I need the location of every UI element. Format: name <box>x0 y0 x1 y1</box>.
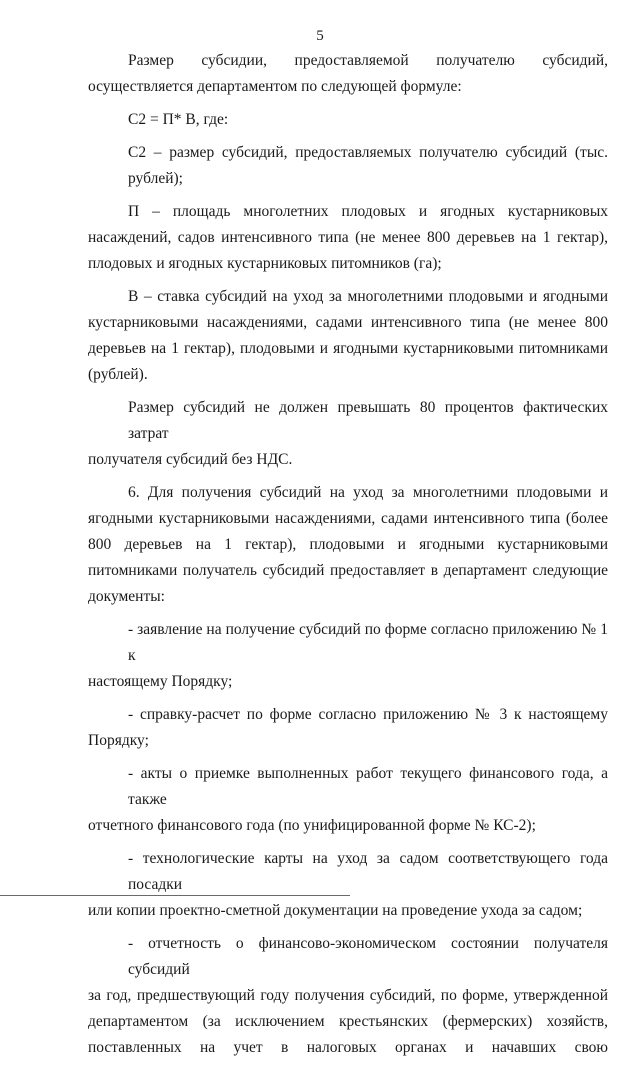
text-line: кустарниковыми насаждениями, садами интенсивного типа (не менее 800 <box>88 314 608 331</box>
paragraph <box>88 48 608 100</box>
text-line: Размер субсидий не должен превышать 80 процентов фактических затрат <box>128 399 608 442</box>
paragraph <box>88 702 608 754</box>
text-line: ягодными кустарниковыми насаждениями, садами интенсивного типа (более <box>88 510 608 527</box>
text-line: настоящему Порядку; <box>88 673 233 690</box>
paragraph <box>88 761 608 839</box>
text-line: питомниками получатель субсидий предоставляет в департамент следующие <box>88 562 608 579</box>
page-number: 5 <box>316 28 324 44</box>
text-line: 800 деревьев на 1 гектар), плодовыми и ягодными кустарниковыми <box>88 536 608 553</box>
text-line: плодовых и ягодных кустарниковых питомников (га); <box>88 255 442 272</box>
text-line: Размер субсидии, предоставляемой получателю субсидий, <box>128 52 608 69</box>
text-line: или копии проектно-сметной документации на проведение ухода за садом; <box>88 902 583 919</box>
text-line: Порядку; <box>88 732 149 749</box>
paragraph <box>88 617 608 695</box>
paragraph <box>88 480 608 610</box>
text-line: - технологические карты на уход за садом соответствующего года посадки <box>128 850 608 893</box>
paragraph <box>88 846 608 924</box>
text-line: насаждений, садов интенсивного типа (не менее 800 деревьев на 1 гектар), <box>88 229 608 246</box>
bottom-divider <box>0 895 350 896</box>
text-line: за год, предшествующий году получения субсидий, по форме, утвержденной <box>88 987 608 1004</box>
paragraph <box>88 931 608 1061</box>
paragraph <box>88 199 608 277</box>
paragraph <box>88 395 608 473</box>
text-line: С2 = П* В, где: <box>128 111 229 128</box>
paragraph <box>88 107 608 133</box>
text-line: деревьев на 1 гектар), плодовыми и ягодными кустарниковыми питомниками <box>88 340 608 357</box>
paragraph <box>88 140 608 192</box>
text-line: - справку-расчет по форме согласно приложению № 3 к настоящему <box>128 706 608 723</box>
text-line: В – ставка субсидий на уход за многолетними плодовыми и ягодными <box>128 288 608 305</box>
text-line: - отчетность о финансово-экономическом состоянии получателя субсидий <box>128 935 608 978</box>
text-line: П – площадь многолетних плодовых и ягодных кустарниковых <box>128 203 608 220</box>
document-body <box>88 48 608 1068</box>
text-line: - заявление на получение субсидий по форме согласно приложению № 1 к <box>128 621 608 664</box>
text-line: (рублей). <box>88 366 148 383</box>
text-line: получателя субсидий без НДС. <box>88 451 293 468</box>
text-line: департаментом (за исключением крестьянских (фермерских) хозяйств, <box>88 1013 608 1030</box>
text-line: документы: <box>88 588 165 605</box>
paragraph <box>88 284 608 388</box>
text-line: отчетного финансового года (по унифицированной форме № КС-2); <box>88 817 536 834</box>
text-line: - акты о приемке выполненных работ текущего финансового года, а также <box>128 765 608 808</box>
text-line: 6. Для получения субсидий на уход за многолетними плодовыми и <box>128 484 608 501</box>
text-line: осуществляется департаментом по следующей формуле: <box>88 78 462 95</box>
text-line: С2 – размер субсидий, предоставляемых получателю субсидий (тыс. рублей); <box>128 144 608 187</box>
text-line: поставленных на учет в налоговых органах и начавших свою <box>88 1039 608 1056</box>
